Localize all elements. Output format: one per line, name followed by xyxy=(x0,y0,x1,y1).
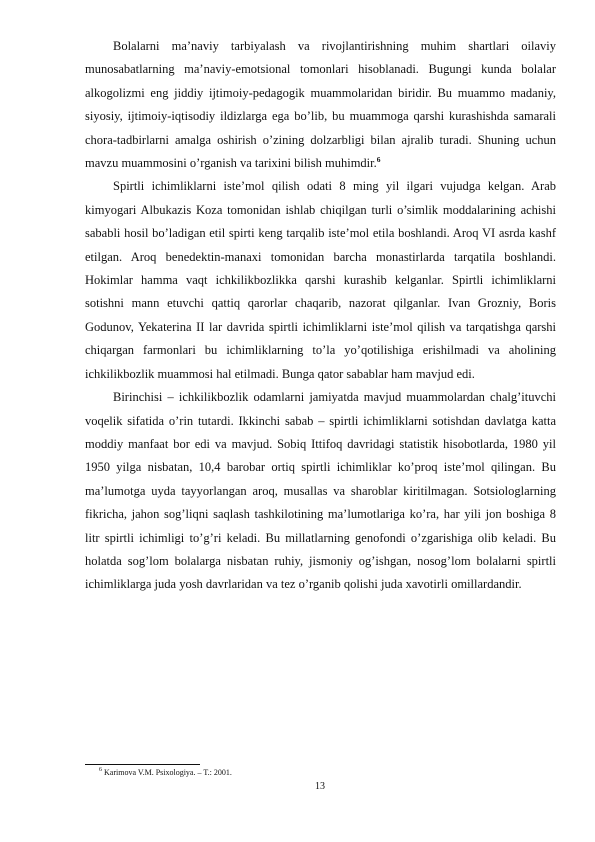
footnote xyxy=(99,767,232,779)
paragraph-2 xyxy=(85,175,556,386)
paragraph-1 xyxy=(85,35,556,175)
footnote-divider xyxy=(85,764,200,765)
page-number: 13 xyxy=(315,781,325,792)
paragraph-2-text: Spirtli ichimliklarni iste’mol qilish odati 8 ming yil ilgari vujudga kelgan. Arab kimyogari Albukazis Koza tomonidan ishlab chiqilgan turli o’simlik moddalarining achishi sababli hosil bo’ladigan etil spirti keng tarqalib iste’mol etila boshlandi. Aroq VI asrda kashf etilgan. Aroq benedektin-manaxi tomonidan barcha monastirlarda tarqatila boshlandi. Hokimlar hamma vaqt ichkilikbozlikka qarshi kurashib kelganlar. Spirtli ichimliklarni sotishni mann etuvchi qattiq qarorlar chaqarib, nazorat qilganlar. Ivan Grozniy, Boris Godunov, Yekaterina II lar davrida spirtli ichimliklarni iste’mol qilish va tarqatishga qarshi chiqargan farmonlari bu ichimliklarning to’la yo’qotilishiga erishilmadi va aholining ichkilikbozlik muammosi hal etilmadi. Bunga qator sabablar ham mavjud edi. xyxy=(85,179,556,381)
footnote-reference: 6 xyxy=(376,154,381,164)
footnote-marker: 6 xyxy=(99,767,102,774)
body-text xyxy=(85,35,556,597)
paragraph-3-text: Birinchisi – ichkilikbozlik odamlarni jamiyatda mavjud muammolardan chalg’ituvchi voqelik sifatida o’rin tutardi. Ikkinchi sabab – spirtli ichimliklarni sotishdan davlatga katta moddiy manfaat bor edi va mavjud. Sobiq Ittifoq davridagi statistik hisobotlarda, 1980 yil 1950 yilga nisbatan, 10,4 barobar ortiq spirtli ichimliklar ko’proq iste’mol qilingan. Bu ma’lumotga uyda tayyorlangan aroq, musallas va sharoblar kiritilmagan. Sotsiologlarning fikricha, jahon sog’liqni saqlash tashkilotining ma’lumotlariga ko’ra, har yili jon boshiga 8 litr spirtli ichimligi to’g’ri keladi. Bu millatlarning genofondi o’zgarishiga olib keladi. Bu holatda sog’lom bolalarga nisbatan ruhiy, jismoniy og’ishgan, nosog’lom bolalarni spirtli ichimliklarga juda yosh davrlaridan va tez o’rganib qolishi juda xavotirli omillardandir. xyxy=(85,390,556,592)
footnote-text: Karimova V.M. Psixologiya. – T.: 2001. xyxy=(104,768,232,777)
paragraph-1-text: Bolalarni ma’naviy tarbiyalash va rivojlantirishning muhim shartlari oilaviy munosabatlarning ma’naviy-emotsional tomonlari hisoblanadi. Bugungi kunda bolalar alkogolizmi eng jiddiy ijtimoiy-pedagogik muammolaridan biridir. Bu muammo madaniy, siyosiy, ijtimoiy-iqtisodiy ildizlarga ega bo’lib, bu muammoga qarshi kurashishda samarali chora-tadbirlarni amalga oshirish o’zining dolzarbligi bilan ajralib turadi. Shuning uchun mavzu muammosini o’rganish va tarixini bilish muhimdir. xyxy=(85,39,556,171)
paragraph-3 xyxy=(85,386,556,597)
